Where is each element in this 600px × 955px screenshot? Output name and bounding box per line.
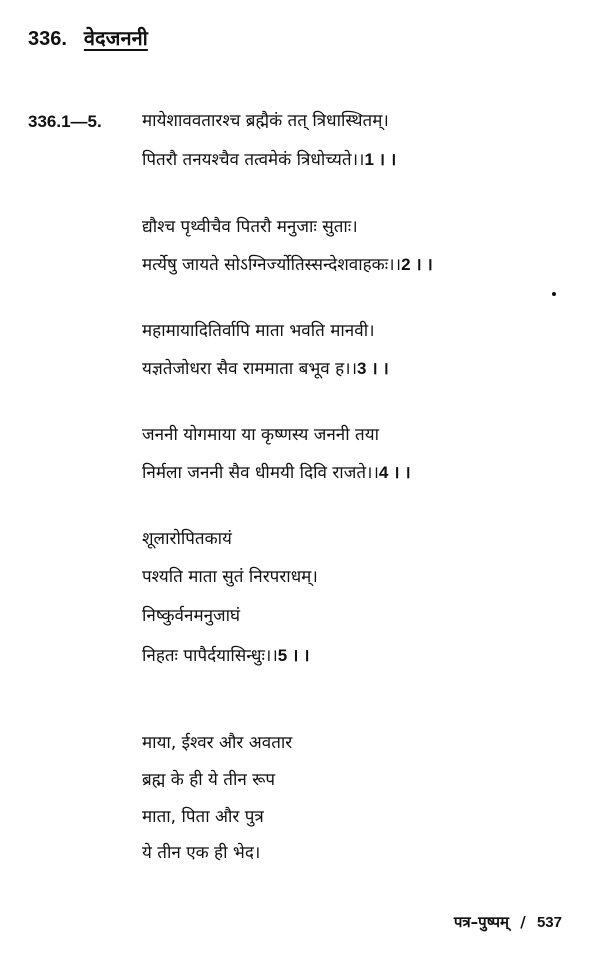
verse-line-7 [142,424,379,446]
verse-line-5 [142,320,375,342]
verse-text: पश्यति माता सुतं निरपराधम्। [142,567,318,587]
page-footer [454,912,562,932]
verse-line-12 [142,645,310,667]
verse-number: 5 । । [277,646,310,665]
verse-text: शूलारोपितकायं [142,529,232,549]
verse-line-6 [142,358,389,380]
verse-range-number: 336.1—5. [28,112,102,131]
verse-line-8 [142,462,411,484]
print-speck [552,292,556,296]
verse-number: 4 । । [378,463,411,482]
section-number: 336. [28,28,67,50]
verse-text: निष्कुर्वनमनुजाघं [142,606,241,626]
verse-text: निर्मला जननी सैव धीमयी दिवि राजते।। [142,463,379,483]
verse-text: जननी योगमाया या कृष्णस्य जननी तया [142,425,379,445]
verse-number: 3 । । [357,359,389,378]
verse-text: यज्ञतेजोधरा सैव राममाता बभूव ह।। [142,359,358,379]
verse-text: द्यौश्च पृथ्वीचैव पितरौ मनुजाः सुताः। [142,217,358,237]
translation-line-1: माया, ईश्वर और अवतार [142,733,293,753]
verse-text: पितरौ तनयश्चैव तत्वमेकं त्रिधोच्यते।। [142,150,365,170]
verse-line-4 [142,254,433,276]
verse-line-9 [142,528,232,550]
section-title: वेदजननी [83,26,148,50]
verse-text: महामायादितिर्वापि माता भवति मानवी। [142,321,375,341]
verse-line-1 [142,110,389,132]
footer-separator: / [520,913,526,931]
translation-line-2: ब्रह्म के ही ये तीन रूप [142,770,276,790]
book-title: पत्र–पुष्पम् [453,913,510,931]
section-heading [28,24,148,51]
page-number: 537 [536,914,562,931]
translation-line-4: ये तीन एक ही भेद। [142,843,261,863]
verse-line-2 [142,149,396,171]
verse-line-10 [142,566,318,588]
verse-number: 2 । । [401,255,433,274]
verse-text: मर्त्येषु जायते सोऽग्निर्ज्योतिस्सन्देशवाहकः।। [142,255,402,275]
verse-text: निहतः पापैर्दयासिन्धुः।। [142,646,278,666]
translation-line-3: माता, पिता और पुत्र [142,807,264,827]
verse-text: मायेशाववतारश्च ब्रह्मैकं तत् त्रिधास्थितम्। [142,111,389,131]
verse-line-11 [142,605,240,627]
verse-number: 1 । । [364,150,397,169]
verse-line-3 [142,216,358,238]
